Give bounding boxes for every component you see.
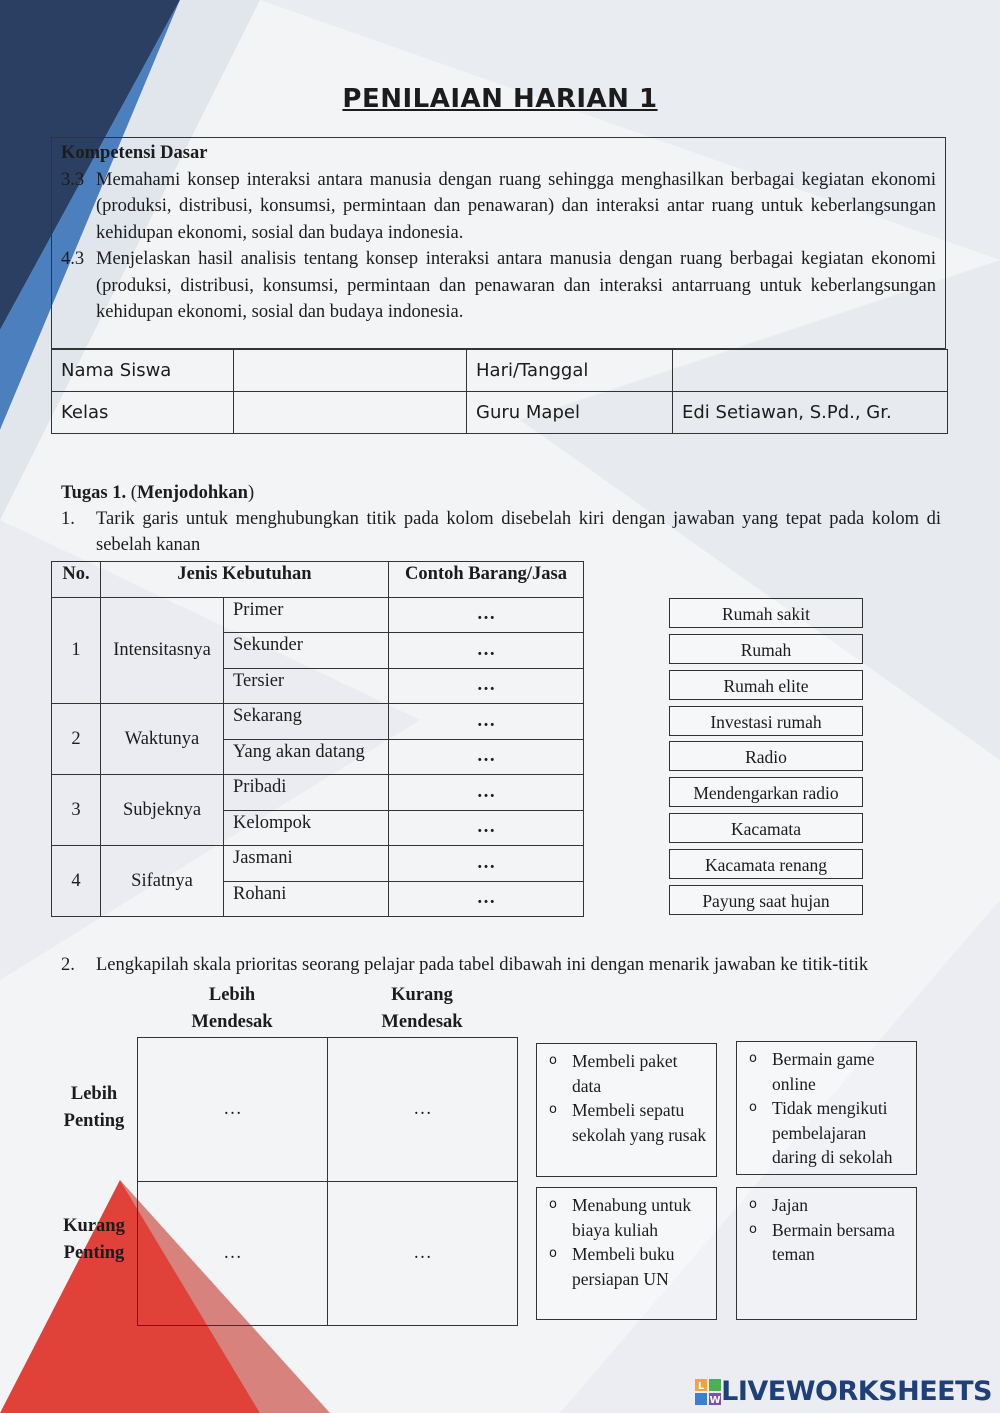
- header-contoh: Contoh Barang/Jasa: [389, 562, 584, 598]
- question-text: Tarik garis untuk menghubungkan titik pada kolom disebelah kiri dengan jawaban yang tepat pada kolom di sebelah kanan: [96, 509, 941, 555]
- row-number: 4: [52, 846, 101, 917]
- matching-table: [51, 561, 584, 917]
- kompetensi-item-number: 3.3: [61, 169, 85, 190]
- drag-answer-box[interactable]: [736, 1041, 917, 1175]
- match-option[interactable]: Rumah sakit: [669, 598, 863, 628]
- subcategory-cell: Kelompok: [224, 810, 389, 846]
- subcategory-cell: Sekunder: [224, 633, 389, 669]
- kelas-field[interactable]: [234, 392, 467, 434]
- subcategory-cell: Sekarang: [224, 704, 389, 740]
- category-cell: Waktunya: [101, 704, 224, 775]
- kompetensi-heading: Kompetensi Dasar: [61, 143, 208, 163]
- tugas-1-heading: Tugas 1. (Menjodohkan): [61, 483, 255, 503]
- matrix-drop-cell[interactable]: …: [138, 1038, 328, 1182]
- kompetensi-item: [61, 246, 936, 326]
- question-number: 1.: [61, 509, 75, 529]
- matrix-drop-cell[interactable]: …: [138, 1182, 328, 1326]
- hari-tanggal-label: Hari/Tanggal: [467, 350, 673, 392]
- match-option[interactable]: Payung saat hujan: [669, 885, 863, 915]
- drag-answer-box[interactable]: [536, 1187, 717, 1320]
- answer-dot[interactable]: …: [389, 633, 584, 669]
- answer-dot[interactable]: …: [389, 739, 584, 775]
- drag-answer-box[interactable]: [736, 1187, 917, 1320]
- kompetensi-item-number: 4.3: [61, 249, 85, 269]
- category-cell: Subjeknya: [101, 775, 224, 846]
- match-option[interactable]: Investasi rumah: [669, 706, 863, 736]
- kompetensi-item-text: Menjelaskan hasil analisis tentang konsep interaksi antara manusia dengan ruang berbagai kegiatan ekonomi (produksi, distribusi, konsumsi, permintaan dan penawaran dan interaksi antarruang untuk keberlangsungan kehidupan ekonomi, sosial dan budaya indonesia.: [96, 249, 936, 322]
- question-2: [61, 955, 941, 976]
- matrix-drop-cell[interactable]: …: [328, 1038, 518, 1182]
- list-item: o Jajan: [749, 1195, 808, 1215]
- question-1: [61, 506, 941, 558]
- column-header-kurang-mendesak: Kurang Mendesak: [381, 985, 463, 1032]
- subcategory-cell: Tersier: [224, 668, 389, 704]
- priority-matrix: [137, 1037, 518, 1326]
- row-header-lebih-penting: Lebih Penting: [63, 1084, 125, 1131]
- list-item: o Membeli paket data: [549, 1051, 678, 1096]
- kompetensi-dasar-box: [51, 137, 946, 349]
- liveworksheets-brand: LIVEWORKSHEETS: [721, 1376, 992, 1407]
- logo-letter: L: [697, 1380, 705, 1392]
- subcategory-cell: Yang akan datang: [224, 739, 389, 775]
- match-option[interactable]: Rumah elite: [669, 670, 863, 700]
- answer-dot[interactable]: …: [389, 704, 584, 740]
- category-cell: Sifatnya: [101, 846, 224, 917]
- question-text: Lengkapilah skala prioritas seorang pelajar pada tabel dibawah ini dengan menarik jawaban ke titik-titik: [96, 955, 869, 975]
- subcategory-cell: Jasmani: [224, 846, 389, 882]
- match-option[interactable]: Kacamata: [669, 813, 863, 843]
- guru-mapel-value: Edi Setiawan, S.Pd., Gr.: [673, 392, 948, 434]
- list-item: o Bermain game online: [749, 1049, 875, 1094]
- liveworksheets-logo: [695, 1376, 992, 1407]
- subcategory-cell: Pribadi: [224, 775, 389, 811]
- guru-mapel-label: Guru Mapel: [467, 392, 673, 434]
- kompetensi-item: [61, 167, 936, 247]
- drag-answer-box[interactable]: [536, 1043, 717, 1177]
- subcategory-cell: Rohani: [224, 881, 389, 917]
- nama-siswa-field[interactable]: [234, 350, 467, 392]
- category-cell: Intensitasnya: [101, 597, 224, 704]
- column-header-lebih-mendesak: Lebih Mendesak: [191, 985, 273, 1032]
- nama-siswa-label: Nama Siswa: [52, 350, 234, 392]
- match-option[interactable]: Kacamata renang: [669, 849, 863, 879]
- list-item: o Tidak mengikuti pembelajaran daring di sekolah: [749, 1098, 893, 1167]
- liveworksheets-icon: [695, 1379, 721, 1405]
- answer-dot[interactable]: …: [389, 775, 584, 811]
- row-number: 3: [52, 775, 101, 846]
- match-option[interactable]: Mendengarkan radio: [669, 777, 863, 807]
- subcategory-cell: Primer: [224, 597, 389, 633]
- match-option[interactable]: Radio: [669, 741, 863, 771]
- list-item: o Membeli buku persiapan UN: [549, 1244, 675, 1289]
- student-info-table: [51, 349, 948, 434]
- tugas-1-section: [61, 480, 941, 558]
- list-item: o Bermain bersama teman: [749, 1219, 895, 1264]
- row-number: 2: [52, 704, 101, 775]
- hari-tanggal-field[interactable]: [673, 350, 948, 392]
- kelas-label: Kelas: [52, 392, 234, 434]
- page-title: PENILAIAN HARIAN 1: [342, 84, 658, 114]
- header-jenis-kebutuhan: Jenis Kebutuhan: [101, 562, 389, 598]
- logo-letter: W: [709, 1394, 721, 1405]
- row-number: 1: [52, 597, 101, 704]
- answer-dot[interactable]: …: [389, 668, 584, 704]
- row-header-kurang-penting: Kurang Penting: [63, 1216, 125, 1263]
- matrix-drop-cell[interactable]: …: [328, 1182, 518, 1326]
- answer-dot[interactable]: …: [389, 597, 584, 633]
- answer-dot[interactable]: …: [389, 881, 584, 917]
- match-option[interactable]: Rumah: [669, 634, 863, 664]
- answer-dot[interactable]: …: [389, 810, 584, 846]
- question-number: 2.: [61, 955, 75, 975]
- answer-dot[interactable]: …: [389, 846, 584, 882]
- header-no: No.: [52, 562, 101, 598]
- kompetensi-item-text: Memahami konsep interaksi antara manusia dengan ruang sehingga menghasilkan berbagai kegiatan ekonomi (produksi, distribusi, konsumsi, permintaan dan penawaran) dan interaksi antar ruang untuk keberlangsungan kehidupan ekonomi, sosial dan budaya indonesia.: [96, 169, 936, 243]
- list-item: o Membeli sepatu sekolah yang rusak: [549, 1100, 707, 1145]
- list-item: o Menabung untuk biaya kuliah: [549, 1195, 692, 1240]
